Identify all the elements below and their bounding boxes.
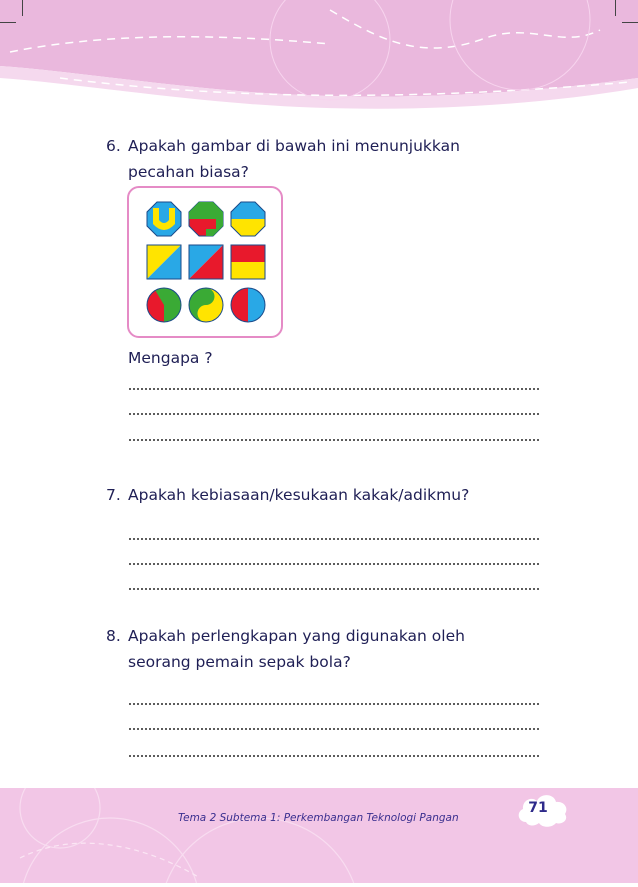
crop-mark (22, 0, 23, 16)
circle-shape (189, 288, 223, 322)
question-6-line-2: pecahan biasa? (128, 163, 249, 181)
answer-line[interactable] (128, 439, 541, 441)
square-shape (231, 245, 265, 279)
crop-mark (615, 0, 616, 16)
question-8-number: 8. (106, 627, 121, 645)
crop-mark (0, 22, 16, 23)
question-6-line-1: Apakah gambar di bawah ini menunjukkan (128, 137, 460, 155)
answer-line[interactable] (128, 563, 541, 565)
square-shape (189, 245, 223, 279)
square-shape (147, 245, 181, 279)
answer-line[interactable] (128, 538, 541, 540)
question-7-line-1: Apakah kebiasaan/kesukaan kakak/adikmu? (128, 486, 470, 504)
page-number: 71 (528, 800, 548, 816)
answer-line[interactable] (128, 703, 541, 705)
question-7-number: 7. (106, 486, 121, 504)
circle-shape (147, 288, 181, 322)
octagon-shape (231, 202, 265, 236)
answer-line[interactable] (128, 755, 541, 757)
answer-line[interactable] (128, 413, 541, 415)
question-6-followup: Mengapa ? (128, 349, 213, 367)
footer-theme-text: Tema 2 Subtema 1: Perkembangan Teknologi Pangan (178, 812, 459, 824)
octagon-shape (189, 202, 223, 236)
octagon-shape (147, 202, 181, 236)
fraction-figure (127, 186, 283, 338)
circle-shape (231, 288, 265, 322)
answer-line[interactable] (128, 728, 541, 730)
answer-line[interactable] (128, 388, 541, 390)
header-decoration (0, 0, 638, 120)
question-8-line-1: Apakah perlengkapan yang digunakan oleh (128, 627, 465, 645)
crop-mark (622, 22, 638, 23)
answer-line[interactable] (128, 588, 541, 590)
question-8-line-2: seorang pemain sepak bola? (128, 653, 351, 671)
fraction-shapes (129, 188, 281, 336)
question-6-number: 6. (106, 137, 121, 155)
